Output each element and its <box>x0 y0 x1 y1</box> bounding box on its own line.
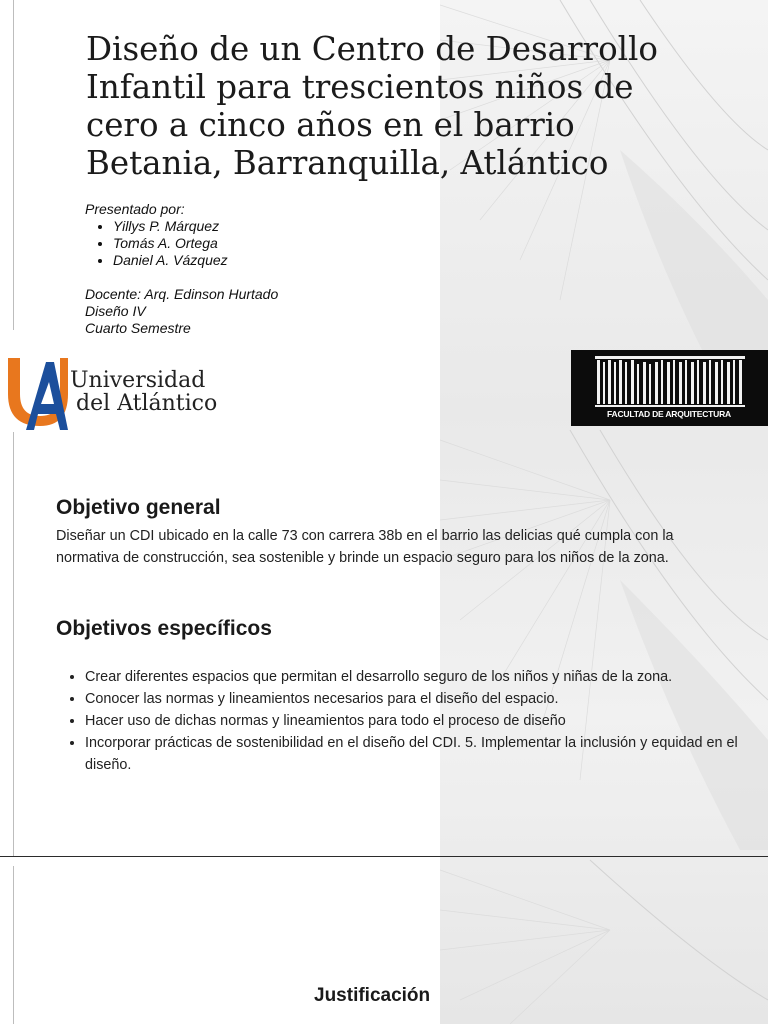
list-item: • Hacer uso de dichas normas y lineamientos para todo el proceso de diseño <box>85 710 745 732</box>
author-item: • Tomás A. Ortega <box>113 235 278 252</box>
university-name-line2: del Atlántico <box>76 391 218 416</box>
presented-by-label: Presentado por: <box>85 201 185 217</box>
faculty-logo <box>571 350 768 426</box>
course-line: Diseño IV <box>85 303 146 319</box>
list-item: • Conocer las normas y lineamientos necesarios para el diseño del espacio. <box>85 688 745 710</box>
specific-objectives-list <box>56 666 745 776</box>
faculty-name: FACULTAD DE ARQUITECTURA <box>607 409 731 419</box>
list-item: • Crear diferentes espacios que permitan el desarrollo seguro de los niños y niñas de la zona. <box>85 666 745 688</box>
general-objective-text: Diseñar un CDI ubicado en la calle 73 con carrera 38b en el barrio las delicias qué cumpla con la normativa de construcción, sea sostenible y brinde un espacio seguro para los niños de la zona. <box>56 528 674 566</box>
general-objective-heading: Objetivo general <box>56 496 221 519</box>
page-divider <box>0 856 768 857</box>
university-name-line1: Universidad <box>70 368 206 393</box>
left-margin-rule <box>13 432 14 856</box>
authors-list <box>85 218 278 269</box>
semester-line: Cuarto Semestre <box>85 320 191 336</box>
justification-heading: Justificación <box>314 985 431 1006</box>
list-item: • Incorporar prácticas de sostenibilidad en el diseño del CDI. 5. Implementar la inclusión y equidad en el diseño. <box>85 732 745 776</box>
left-margin-rule <box>13 0 14 330</box>
author-item: • Yillys P. Márquez <box>113 218 278 235</box>
author-item: • Daniel A. Vázquez <box>113 252 278 269</box>
university-name <box>70 370 217 416</box>
page-title: Diseño de un Centro de Desarrollo Infantil para trescientos niños de cero a cinco años en el barrio Betania, Barranquilla, Atlántico <box>86 30 658 182</box>
left-margin-rule <box>13 866 14 1024</box>
teacher-line: Docente: Arq. Edinson Hurtado <box>85 286 279 302</box>
credits-block <box>85 201 278 337</box>
specific-objectives-heading: Objetivos específicos <box>56 617 272 640</box>
